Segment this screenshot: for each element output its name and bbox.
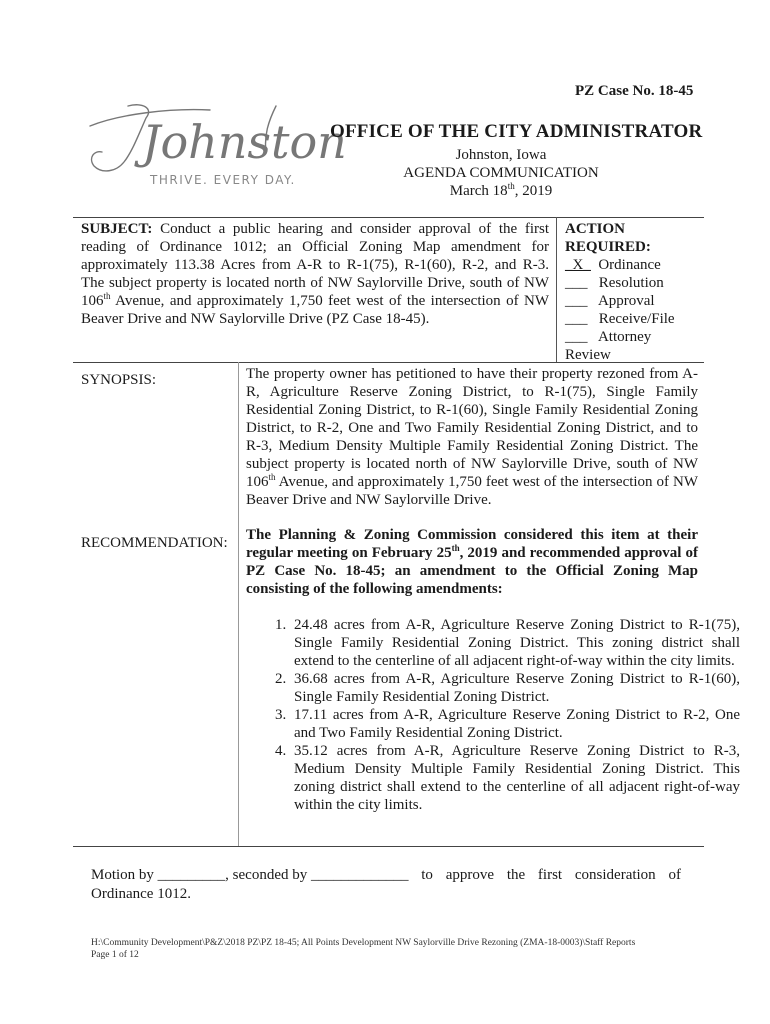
motion-block [91, 866, 681, 904]
subject-block: SUBJECT: Conduct a public hearing and consider approval of the first reading of Ordinance 1012; an Official Zoning Map amendment for approximately 113.38 Acres from A-R to R-1(75), R-1(60), R-2, and R-3. The subject property is located north of NW Saylorville Drive, south of NW 106th Avenue, and approximately 1,750 feet west of the intersection of NW Beaver Drive and NW Saylorville Drive (PZ Case 18-45). [81, 221, 549, 327]
page-number: Page 1 of 12 [91, 950, 139, 960]
amendment-item: 1. 24.48 acres from A-R, Agriculture Reserve Zoning District to R-1(75), Single Family Residential Zoning District. This zoning district shall extend to the centerline of all adjacent right-of-way within the city limits. [290, 616, 740, 670]
action-item-receive-file: ___ Receive/File [565, 311, 675, 327]
action-item-approval: ___ Approval [565, 293, 655, 309]
bottom-rule [73, 846, 704, 847]
action-heading-2: REQUIRED: [565, 239, 651, 255]
logo-tagline: THRIVE. EVERY DAY. [150, 173, 296, 187]
johnston-logo [80, 96, 347, 196]
top-rule [73, 217, 704, 218]
synopsis-label: SYNOPSIS: [81, 372, 157, 388]
action-item-ordinance: _X_ Ordinance [565, 257, 661, 273]
recommendation-label: RECOMMENDATION: [81, 535, 228, 551]
action-heading: ACTION [565, 221, 626, 237]
label-divider [238, 362, 239, 846]
office-title: OFFICE OF THE CITY ADMINISTRATOR [330, 121, 703, 142]
file-path: H:\Community Development\P&Z\2018 PZ\PZ 18-45; All Points Development NW Saylorville Drive Rezoning (ZMA-18-0003)\Staff Reports [91, 938, 636, 948]
amendment-item: 4. 35.12 acres from A-R, Agriculture Reserve Zoning District to R-3, Medium Density Multiple Family Residential Zoning District. This zoning district shall extend to the centerline of all adjacent right-of-way within the city limits. [290, 742, 740, 814]
action-item-attorney: ___ Attorney [565, 329, 652, 345]
action-required [565, 220, 715, 364]
action-item-resolution: ___ Resolution [565, 275, 664, 291]
motion-line-2: Ordinance 1012. [91, 886, 191, 902]
logo-wordmark: Johnston [142, 115, 347, 169]
amendments-list [248, 616, 740, 814]
motion-line-1: Motion by _________, seconded by _____________ to approve the first consideration of [91, 867, 681, 883]
logo-graphic [80, 96, 347, 196]
action-divider [556, 217, 557, 363]
case-number: PZ Case No. 18-45 [575, 83, 694, 99]
date-line: March 18th, 2019 [449, 181, 553, 199]
subject-label: SUBJECT: [81, 221, 153, 237]
amendment-item: 3. 17.11 acres from A-R, Agriculture Reserve Zoning District to R-2, One and Two Family Residential Zoning District. [290, 706, 740, 742]
city-line: Johnston, Iowa [455, 147, 547, 163]
synopsis-text: The property owner has petitioned to have their property rezoned from A-R, Agriculture Reserve Zoning District, to R-1(75), Single Family Residential Zoning District, to R-1(60), Single Family Residential Zoning District, to R-2, One and Two Family Residential Zoning District, and to R-3, Medium Density Multiple Family Residential Zoning District. The subject property is located north of NW Saylorville Drive, south of NW 106th Avenue, and approximately 1,750 feet west of the intersection of NW Beaver Drive and NW Saylorville Drive. [246, 366, 698, 508]
recommendation-text: The Planning & Zoning Commission considered this item at their regular meeting on February 25th, 2019 and recommended approval of PZ Case No. 18-45; an amendment to the Official Zoning Map consisting of the following amendments: [246, 527, 699, 597]
amendment-item: 2. 36.68 acres from A-R, Agriculture Reserve Zoning District to R-1(60), Single Family Residential Zoning District. [290, 670, 740, 706]
action-item-review: Review [565, 347, 611, 363]
doc-type-line: AGENDA COMMUNICATION [403, 165, 599, 181]
footer [91, 937, 635, 961]
